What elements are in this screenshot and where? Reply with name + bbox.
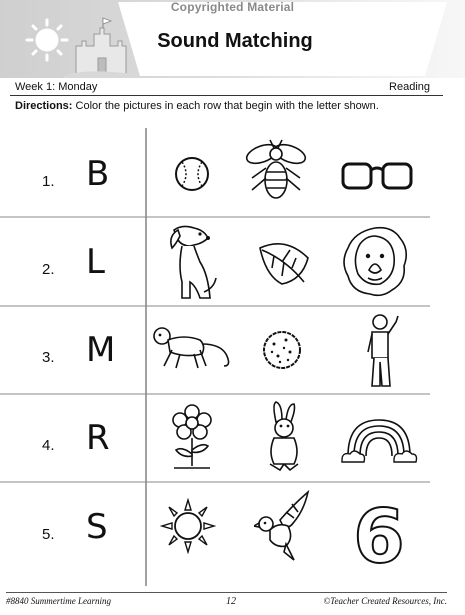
directions-text: Color the pictures in each row that begin with the letter shown. bbox=[75, 100, 379, 112]
row-5-letter: S bbox=[86, 507, 108, 547]
baseball-icon[interactable] bbox=[172, 154, 212, 194]
directions-label: Directions: bbox=[15, 100, 73, 112]
man-icon[interactable] bbox=[360, 312, 400, 392]
numeral-six[interactable] bbox=[352, 494, 406, 568]
copyright-notice: Copyrighted Material bbox=[170, 0, 295, 14]
row-3-letter: M bbox=[86, 330, 116, 370]
week-label: Week 1: Monday bbox=[15, 81, 98, 93]
subject-label: Reading bbox=[389, 81, 430, 93]
row-5-number: 5. bbox=[42, 526, 55, 543]
page-title: Sound Matching bbox=[157, 30, 313, 52]
glasses-icon[interactable] bbox=[340, 158, 414, 192]
row-2-number: 2. bbox=[42, 261, 55, 278]
flower-icon[interactable] bbox=[168, 402, 216, 472]
row-1-letter: B bbox=[86, 154, 110, 194]
footer-product: #8840 Summertime Learning bbox=[6, 596, 111, 606]
row-2-letter: L bbox=[86, 242, 105, 282]
svg-text:6: 6 bbox=[353, 494, 405, 568]
monkey-icon[interactable] bbox=[150, 322, 238, 372]
row-3-number: 3. bbox=[42, 349, 55, 366]
sun-icon[interactable] bbox=[160, 498, 216, 554]
rainbow-icon[interactable] bbox=[340, 414, 418, 466]
page-number: 12 bbox=[226, 596, 236, 607]
bird-icon[interactable] bbox=[254, 490, 310, 564]
cookie-icon[interactable] bbox=[260, 328, 304, 372]
row-4-number: 4. bbox=[42, 437, 55, 454]
leaf-icon[interactable] bbox=[256, 236, 312, 288]
footer-publisher: ©Teacher Created Resources, Inc. bbox=[323, 596, 447, 606]
row-1-number: 1. bbox=[42, 173, 55, 190]
row-4-letter: R bbox=[86, 418, 110, 458]
bee-icon[interactable] bbox=[238, 138, 314, 206]
rabbit-icon[interactable] bbox=[262, 400, 306, 474]
dog-icon[interactable] bbox=[160, 222, 220, 302]
footer-rule bbox=[6, 592, 447, 593]
lion-icon[interactable] bbox=[340, 224, 410, 298]
